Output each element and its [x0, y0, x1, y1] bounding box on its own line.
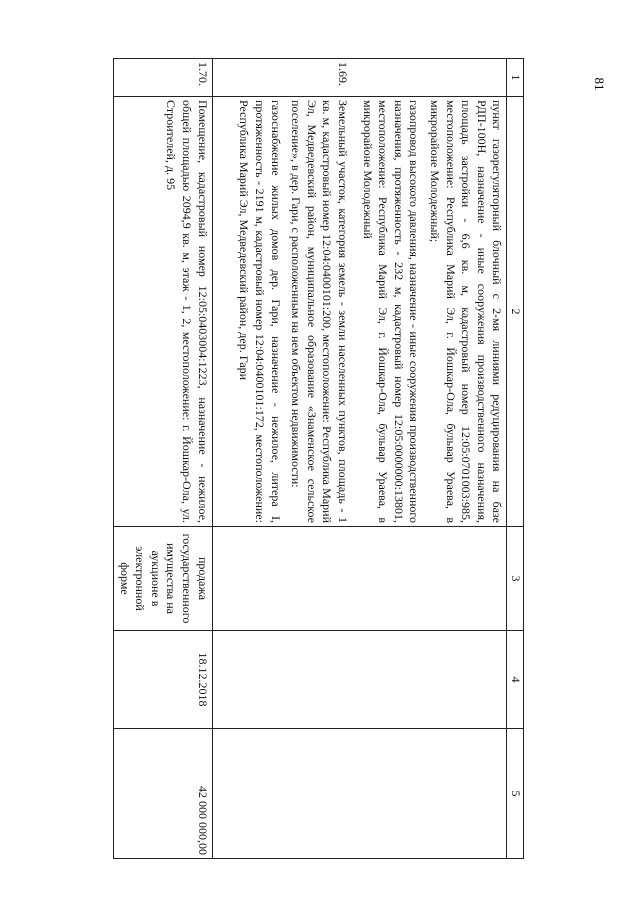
rotated-page-content — [116, 58, 524, 858]
description-paragraph: газоснабжение жилых домов дер. Гари, назначение - нежилое, литера I, протяженность - 2191 м, кадастровый номер 12:04:0400101:172, местоположение: Республика Марий Эл, Медведевский район, дер. Гари — [237, 100, 283, 523]
item-number — [352, 59, 507, 97]
description-paragraph: пункт газорегуляторный блочный с 2-мя линиями редуцирования на базе РДП-100Н, назначение - иные сооружения производственного назначения, площадь застройки - 6,6 кв. м, кадастровый номер 12:05:0701003:985, местоположение: Республика Марий Эл, г. Йошкар-Ола, бульвар Ураева, в микрорайоне Молодежный; — [428, 100, 505, 523]
sale-price — [212, 729, 352, 859]
sale-method: продажа государственного имущества на аукционе в электронной форме — [114, 527, 213, 631]
sale-price: 42 000 000,00 — [114, 729, 213, 859]
sale-date — [352, 631, 507, 729]
sale-date: 18.12.2018 — [114, 631, 213, 729]
item-number: 1.69. — [212, 59, 352, 97]
column-number: 1 — [507, 59, 524, 97]
sale-method — [352, 527, 507, 631]
column-number-row — [507, 59, 524, 859]
property-table — [113, 58, 524, 859]
description-paragraph: Земельный участок, категория земель - земли населенных пунктов, площадь - 1 кв. м, кадастровый номер 12:04:0400101:200, местоположение: Республика Марий Эл, Медведевский район, муниципальное образование «Знаменское сельское поселение», в дер. Гари, с расположенным на нем объектом недвижимости: — [289, 100, 351, 523]
table-row — [212, 59, 352, 859]
description-paragraph: Помещение, кадастровый номер 12:05:0403004:1223, назначение - нежилое, общей площадью 2094,9 кв. м, этаж - 1, 2, местоположение: г. Йошкар-Ола, ул. Строителей, д. 95 — [164, 100, 210, 523]
column-number: 2 — [507, 97, 524, 527]
sale-method — [212, 527, 352, 631]
sale-date — [212, 631, 352, 729]
item-description — [212, 97, 352, 527]
page-number: 81 — [592, 77, 607, 91]
table-row — [352, 59, 507, 859]
item-description — [352, 97, 507, 527]
description-paragraph: газопровод высокого давления, назначение - иные сооружения производственного назначения, протяженность - 232 м, кадастровый номер 12:05:0000000:13801, местоположение: Республика Марий Эл, г. Йошкар-Ола, бульвар Ураева, в микрорайоне Молодежный — [360, 100, 422, 523]
sale-price — [352, 729, 507, 859]
item-number: 1.70. — [114, 59, 213, 97]
item-description — [114, 97, 213, 527]
column-number: 4 — [507, 631, 524, 729]
column-number: 5 — [507, 729, 524, 859]
table-row — [114, 59, 213, 859]
column-number: 3 — [507, 527, 524, 631]
